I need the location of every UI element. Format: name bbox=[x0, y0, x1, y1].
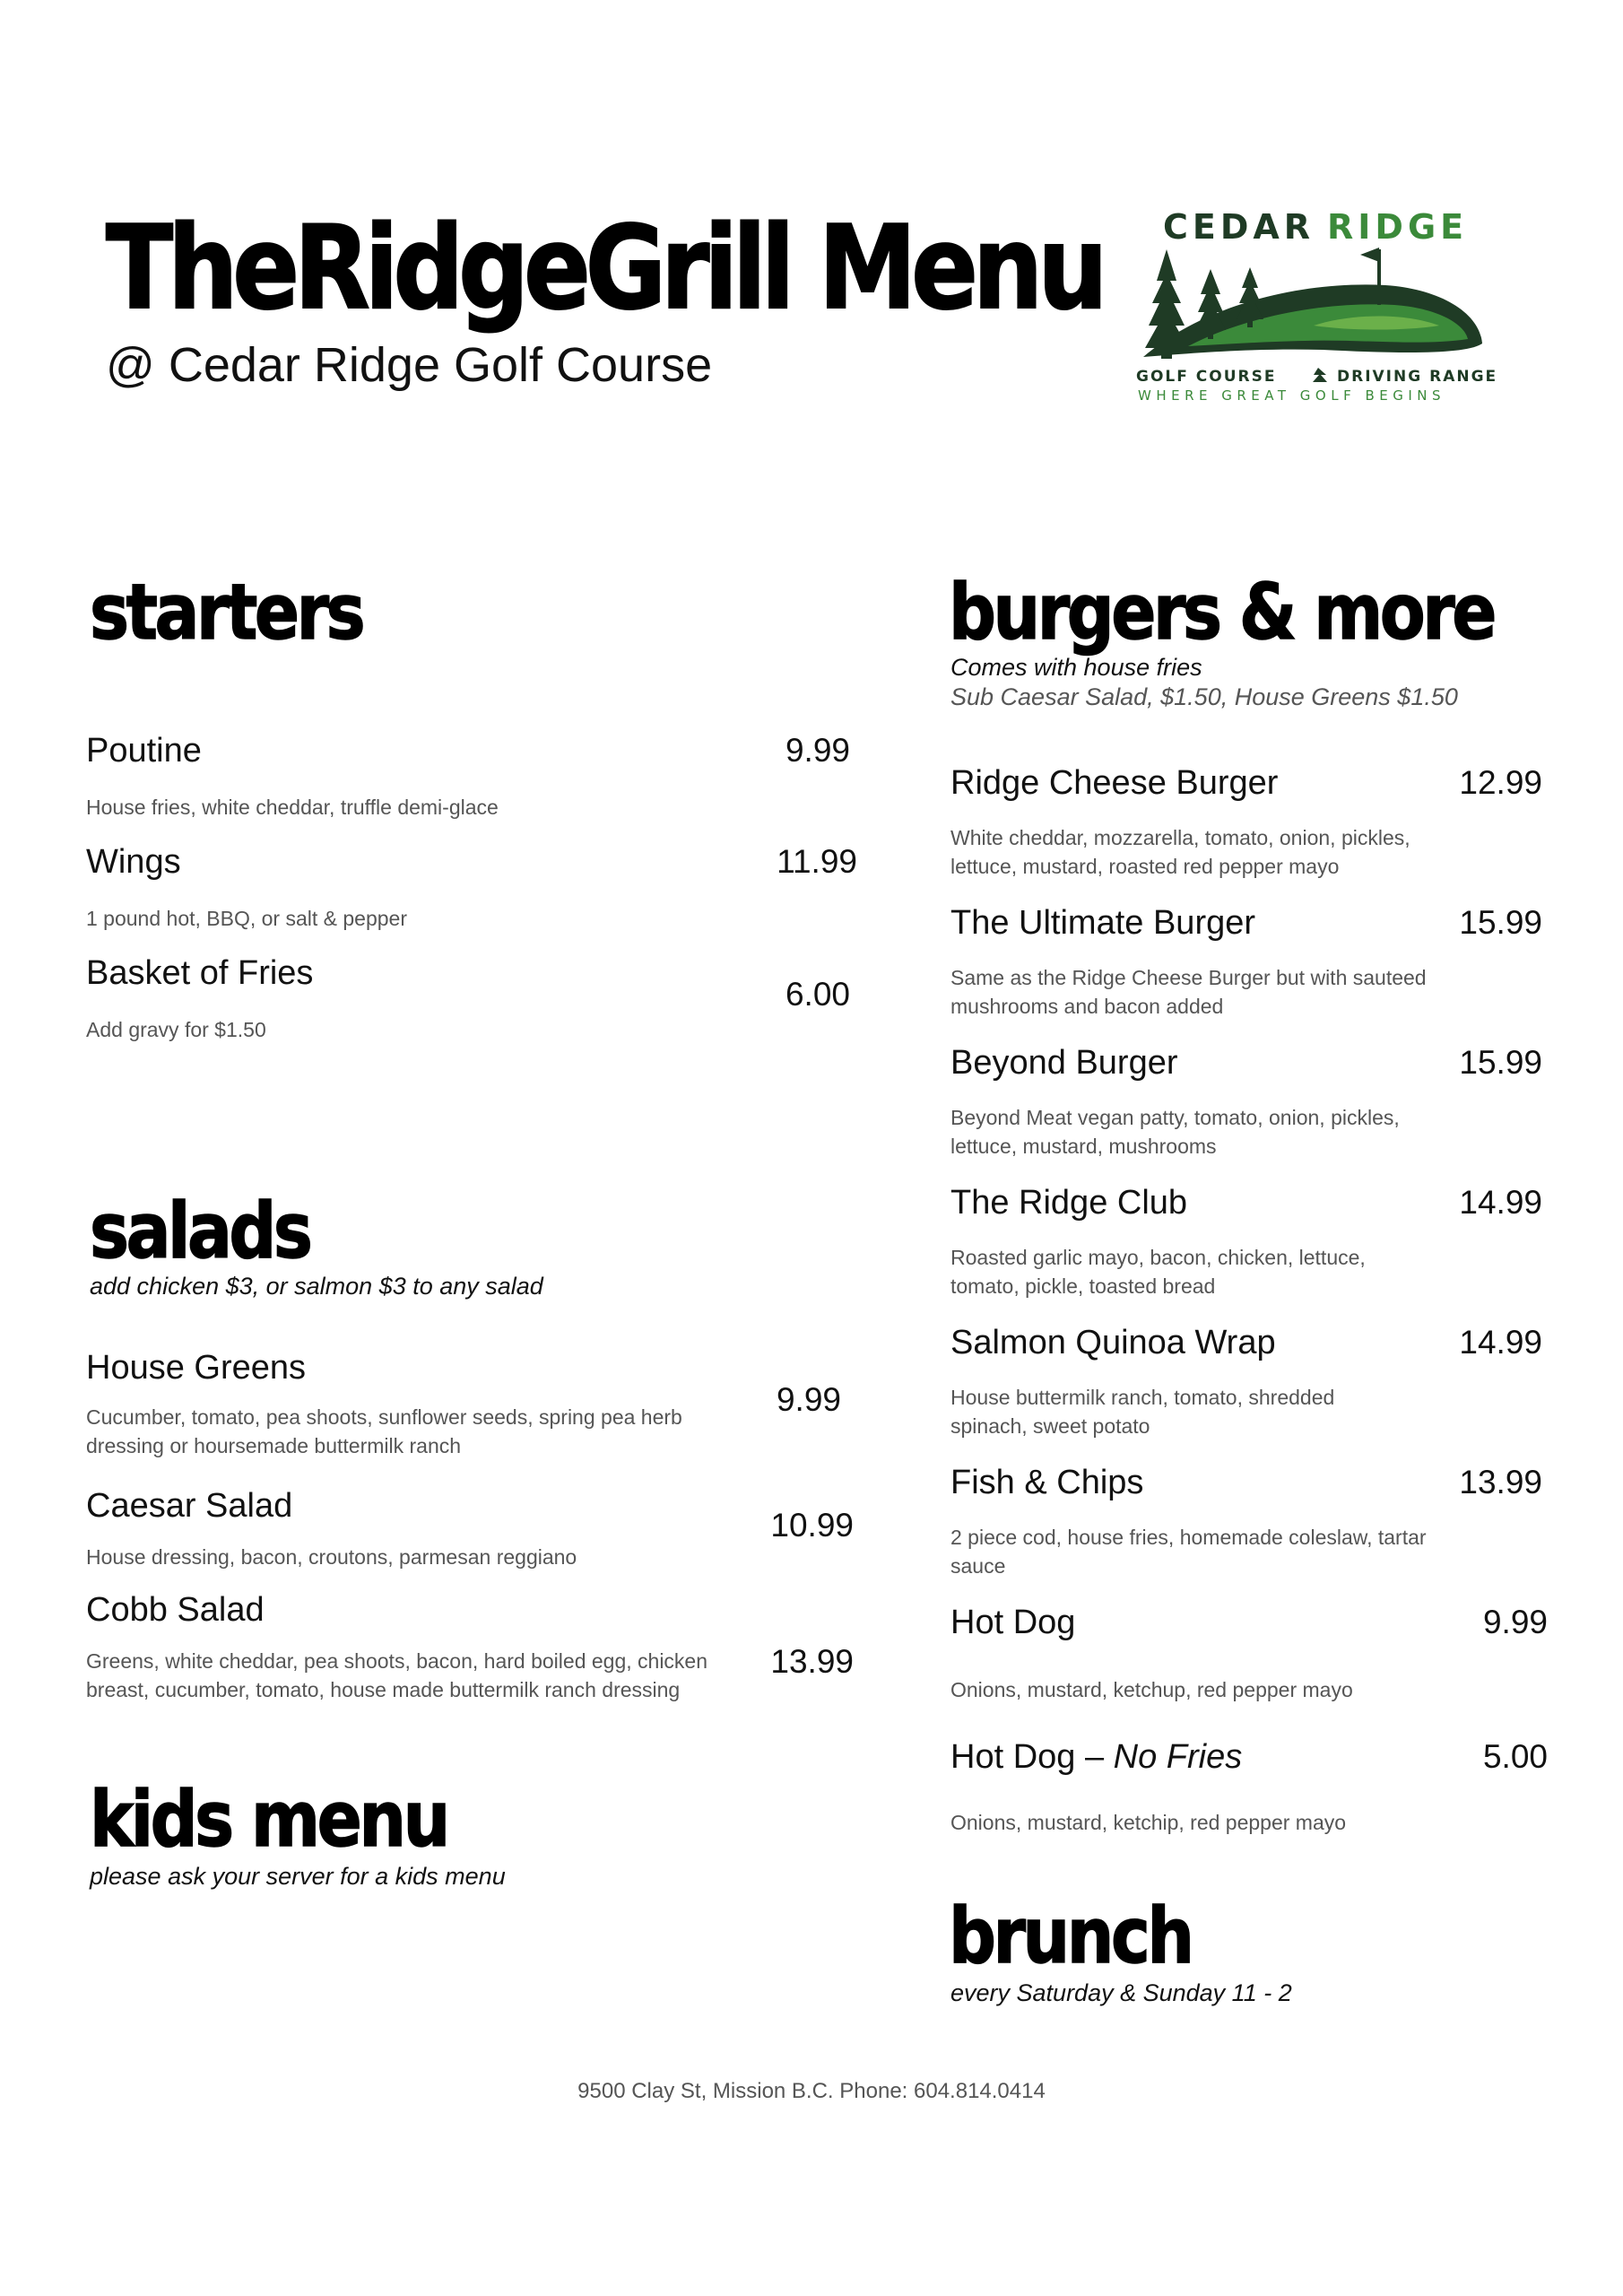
menu-item-price: 9.99 bbox=[1482, 1604, 1548, 1640]
menu-item-desc: House dressing, bacon, croutons, parmesan reggiano bbox=[86, 1545, 577, 1569]
logo-tagline-left: GOLF COURSE bbox=[1136, 368, 1277, 386]
menu-item-name-main: Hot Dog – bbox=[950, 1738, 1114, 1776]
menu-item-price: 15.99 bbox=[1459, 1044, 1542, 1081]
menu-item-name: Cobb Salad bbox=[86, 1591, 265, 1629]
menu-item-desc: Onions, mustard, ketchup, red pepper mayo bbox=[950, 1678, 1353, 1701]
menu-item-desc: House buttermilk ranch, tomato, shredded spinach, sweet potato bbox=[950, 1386, 1335, 1438]
menu-item-name: House Greens bbox=[86, 1349, 307, 1387]
burgers-note-fries: Comes with house fries bbox=[950, 654, 1202, 681]
burgers-note-sub: Sub Caesar Salad, $1.50, House Greens $1.50 bbox=[950, 683, 1458, 710]
page-subtitle: @ Cedar Ridge Golf Course bbox=[106, 338, 713, 392]
logo-slogan: WHERE GREAT GOLF BEGINS bbox=[1138, 387, 1446, 404]
menu-item-price: 14.99 bbox=[1459, 1324, 1542, 1361]
menu-item-price: 15.99 bbox=[1459, 904, 1542, 941]
brunch-heading: brunch bbox=[949, 1892, 1192, 1981]
menu-item-price: 14.99 bbox=[1459, 1184, 1542, 1221]
menu-item-name: Ridge Cheese Burger bbox=[950, 764, 1279, 802]
menu-item-price: 6.00 bbox=[785, 976, 850, 1013]
menu-item-price: 9.99 bbox=[776, 1381, 841, 1418]
logo-graphic bbox=[1125, 196, 1502, 420]
page-title: TheRidgeGrill Menu bbox=[106, 202, 1103, 335]
menu-item-name: The Ultimate Burger bbox=[950, 904, 1256, 942]
menu-item-desc: White cheddar, mozzarella, tomato, onion, pickles, lettuce, mustard, roasted red pepper mayo bbox=[950, 826, 1410, 878]
menu-item-desc: Same as the Ridge Cheese Burger but with sauteed mushrooms and bacon added bbox=[950, 966, 1427, 1018]
menu-item-desc: Beyond Meat vegan patty, tomato, onion, pickles, lettuce, mustard, mushrooms bbox=[950, 1106, 1400, 1158]
menu-item-name: Caesar Salad bbox=[86, 1487, 293, 1525]
burgers-heading: burgers & more bbox=[949, 568, 1495, 657]
kids-menu-note: please ask your server for a kids menu bbox=[90, 1863, 506, 1890]
menu-item-desc: Cucumber, tomato, pea shoots, sunflower seeds, spring pea herb dressing or hoursemade buttermilk ranch bbox=[86, 1405, 682, 1457]
menu-item-name: Salmon Quinoa Wrap bbox=[950, 1324, 1276, 1361]
menu-item-price: 5.00 bbox=[1482, 1738, 1548, 1775]
menu-item-price: 10.99 bbox=[770, 1507, 854, 1544]
brunch-note: every Saturday & Sunday 11 - 2 bbox=[950, 1979, 1292, 2006]
menu-item-desc: 2 piece cod, house fries, homemade coleslaw, tartar sauce bbox=[950, 1526, 1427, 1578]
logo-word-ridge: RIDGE bbox=[1327, 207, 1469, 247]
cedar-ridge-logo bbox=[1125, 196, 1502, 420]
menu-item-price: 12.99 bbox=[1459, 764, 1542, 801]
menu-item-desc: House fries, white cheddar, truffle demi-glace bbox=[86, 796, 499, 819]
maple-leaf-icon bbox=[1313, 368, 1327, 382]
menu-item-desc: Add gravy for $1.50 bbox=[86, 1018, 266, 1041]
logo-word-cedar: CEDAR bbox=[1163, 207, 1315, 247]
kids-menu-heading: kids menu bbox=[90, 1775, 447, 1865]
salads-note: add chicken $3, or salmon $3 to any salad bbox=[90, 1273, 543, 1300]
menu-item-name: Poutine bbox=[86, 732, 202, 770]
menu-item-desc: Roasted garlic mayo, bacon, chicken, lettuce, tomato, pickle, toasted bread bbox=[950, 1246, 1366, 1298]
footer-address: 9500 Clay St, Mission B.C. Phone: 604.814.0414 bbox=[577, 2079, 1046, 2103]
menu-item-name bbox=[950, 1740, 1242, 1774]
logo-tagline-right: DRIVING RANGE bbox=[1337, 368, 1498, 386]
menu-item-name: Beyond Burger bbox=[950, 1044, 1178, 1082]
menu-item-price: 13.99 bbox=[1459, 1464, 1542, 1500]
menu-item-name-suffix: No Fries bbox=[1113, 1738, 1243, 1776]
menu-item-name: Fish & Chips bbox=[950, 1464, 1144, 1501]
menu-item-price: 9.99 bbox=[785, 732, 850, 769]
menu-item-desc: 1 pound hot, BBQ, or salt & pepper bbox=[86, 907, 408, 930]
menu-item-name: Hot Dog bbox=[950, 1604, 1076, 1641]
menu-item-price: 13.99 bbox=[770, 1643, 854, 1680]
menu-item-name: Basket of Fries bbox=[86, 954, 314, 992]
menu-item-price: 11.99 bbox=[777, 843, 857, 880]
salads-heading: salads bbox=[90, 1187, 310, 1276]
starters-heading: starters bbox=[90, 568, 363, 657]
menu-item-name: The Ridge Club bbox=[950, 1184, 1188, 1222]
menu-item-name: Wings bbox=[86, 843, 181, 881]
menu-item-desc: Onions, mustard, ketchip, red pepper mayo bbox=[950, 1811, 1347, 1834]
menu-item-desc: Greens, white cheddar, pea shoots, bacon, hard boiled egg, chicken breast, cucumber, tomato, house made buttermilk ranch dressing bbox=[86, 1649, 708, 1701]
